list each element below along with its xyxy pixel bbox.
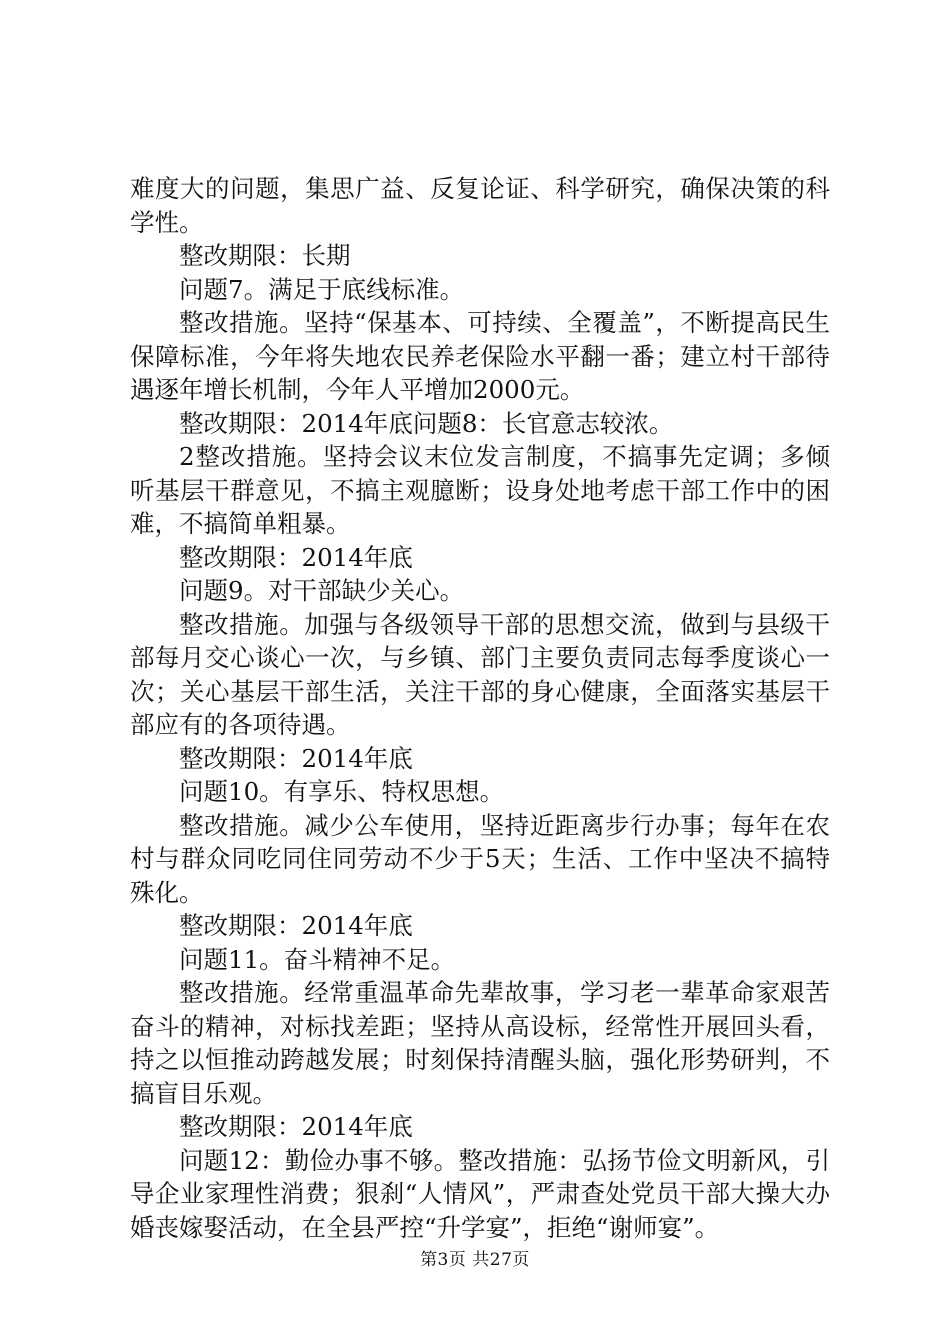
paragraph: 难度大的问题，集思广益、反复论证、科学研究，确保决策的科学性。 [130,174,830,237]
page-footer: 第3页 共27页 [420,1250,530,1270]
paragraph: 整改期限：2014年底 [179,542,413,572]
paragraph: 整改期限：2014年底 [179,911,413,940]
document-body [130,172,830,1244]
paragraph: 整改措施。减少公车使用，坚持近距离步行办事；每年在农村与群众同吃同住同劳动不少于5天；生活、工作中坚决不搞特殊化。 [130,810,830,907]
paragraph: 问题9。对干部缺少关心。 [179,576,465,605]
paragraph: 问题11。奋斗精神不足。 [179,944,456,974]
paragraph: 问题12：勤俭办事不够。整改措施：弘扬节俭文明新风，引导企业家理性消费；狠刹“人情风”，严肃查处党员干部大操大办婚丧嫁娶活动，在全县严控“升学宴”，拒绝“谢师宴”。 [130,1145,830,1242]
paragraph: 整改期限：2014年底问题8：长官意志较浓。 [179,408,674,438]
paragraph: 整改措施。经常重温革命先辈故事，学习老一辈革命家艰苦奋斗的精神，对标找差距；坚持从高设标，经常性开展回头看，持之以恒推动跨越发展；时刻保持清醒头脑，强化形势研判，不搞盲目乐观。 [130,978,830,1108]
paragraph: 整改期限：2014年底 [179,1112,413,1141]
paragraph: 整改措施。加强与各级领导干部的思想交流，做到与县级干部每月交心谈心一次，与乡镇、部门主要负责同志每季度谈心一次；关心基层干部生活，关注干部的身心健康，全面落实基层干部应有的各项待遇。 [130,609,830,739]
paragraph: 2整改措施。坚持会议末位发言制度，不搞事先定调；多倾听基层干群意见，不搞主观臆断；设身处地考虑干部工作中的困难，不搞简单粗暴。 [130,442,830,538]
paragraph: 整改期限：2014年底 [179,743,413,773]
paragraph: 问题7。满足于底线标准。 [179,274,465,304]
paragraph: 问题10。有享乐、特权思想。 [179,777,505,806]
paragraph: 整改期限：长期 [179,241,351,270]
paragraph: 整改措施。坚持“保基本、可持续、全覆盖”，不断提高民生保障标准，今年将失地农民养老保险水平翻一番；建立村干部待遇逐年增长机制，今年人平增加2000元。 [130,308,830,404]
